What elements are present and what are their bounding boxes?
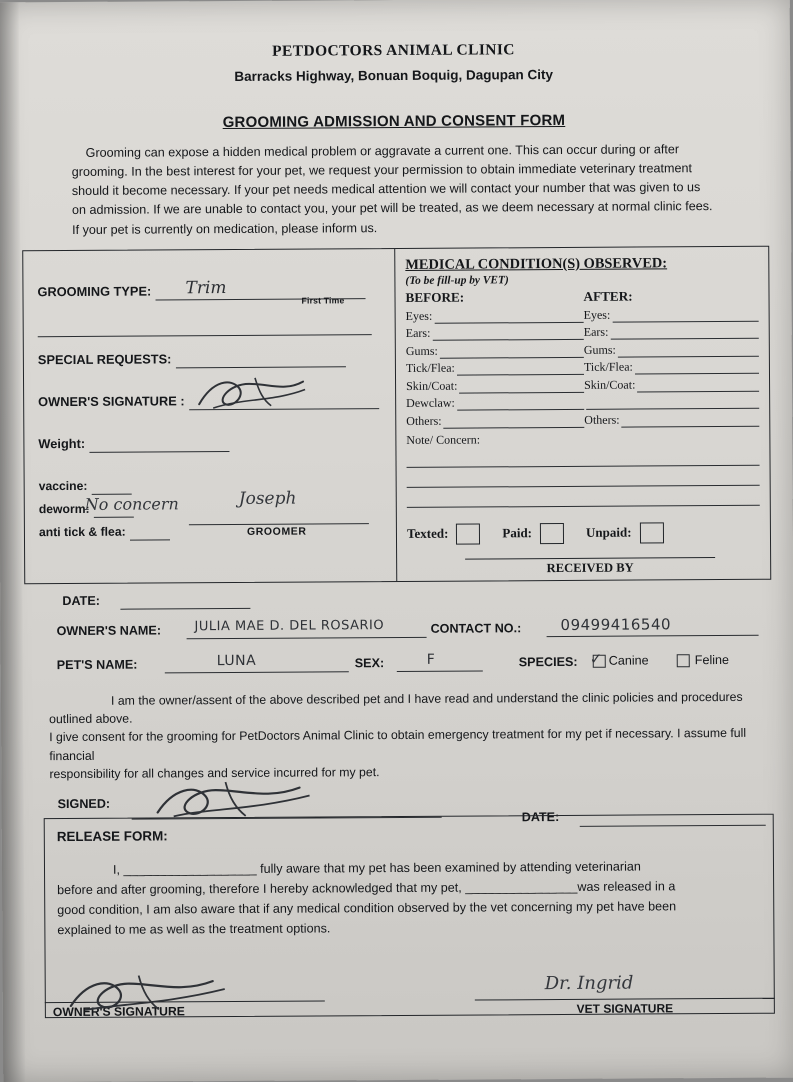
paid-label: Paid: <box>502 525 533 541</box>
weight-input[interactable] <box>90 438 230 453</box>
species-canine-label: Canine <box>608 653 649 668</box>
date-label: DATE: <box>62 593 100 609</box>
after-dewclaw-input[interactable] <box>586 397 759 410</box>
vaccine-row <box>39 475 386 495</box>
grooming-type-row <box>37 278 384 306</box>
clinic-name: PETDOCTORS ANIMAL CLINIC <box>272 41 515 60</box>
note-concern-line-2[interactable] <box>407 469 760 487</box>
note-concern-line-1[interactable] <box>406 449 759 467</box>
date-input[interactable] <box>120 594 250 610</box>
after-tickflea-input[interactable] <box>635 362 759 375</box>
owner-signature-row <box>38 391 385 411</box>
deworm-label: deworm: <box>38 501 90 517</box>
vaccine-input[interactable] <box>92 481 132 495</box>
before-eyes-label: Eyes: <box>405 308 433 323</box>
release-line-4: explained to me as well as the treatment options. <box>57 921 331 938</box>
release-form-body <box>57 856 761 941</box>
before-skincoat-label: Skin/Coat: <box>406 378 458 393</box>
release-form-box <box>44 814 775 1018</box>
after-ears-label: Ears: <box>583 324 609 339</box>
anti-tick-flea-input[interactable] <box>130 526 170 540</box>
texted-checkbox[interactable] <box>456 523 480 544</box>
medical-row <box>406 394 759 411</box>
release-line-1: I, ___________________ fully aware that my pet has been examined by attending veterinarian <box>112 859 641 877</box>
after-header: AFTER: <box>583 288 633 304</box>
vet-signature-value: Dr. Ingrid <box>544 972 634 995</box>
anti-tick-flea-row <box>39 521 386 541</box>
left-note-value: No concern <box>84 494 179 514</box>
medical-row <box>406 341 759 358</box>
consent-line-1: I am the owner/assent of the above described pet and I have read and understand the clinic policies and procedures outlined above. <box>49 689 743 727</box>
medical-row <box>406 306 759 323</box>
note-concern-line-3[interactable] <box>407 489 760 507</box>
owner-signature-label: OWNER'S SIGNATURE : <box>38 393 185 410</box>
consent-line-2: I give consent for the grooming for PetDoctors Animal Clinic to obtain emergency treatment for my pet if necessary. I assume full financial <box>49 726 747 763</box>
before-eyes-input[interactable] <box>434 310 583 323</box>
owner-name-label: OWNER'S NAME: <box>56 623 162 639</box>
weight-row <box>38 433 385 453</box>
after-eyes-input[interactable] <box>612 309 758 322</box>
species-feline-label: Feline <box>694 652 730 668</box>
after-gums-input[interactable] <box>618 344 759 357</box>
weight-label: Weight: <box>38 435 86 452</box>
texted-label: Texted: <box>406 525 449 541</box>
unpaid-label: Unpaid: <box>585 524 632 540</box>
medical-row <box>406 324 759 341</box>
contact-no-value: 09499416540 <box>560 615 672 634</box>
blank-line-row <box>38 317 385 337</box>
note-concern-label: Note/ Concern: <box>406 431 481 447</box>
signature-row <box>45 972 775 1020</box>
after-others-input[interactable] <box>622 414 760 427</box>
intro-line-5: If your pet is currently on medication, please inform us. <box>72 220 378 237</box>
sex-value: F <box>426 651 436 668</box>
payment-status-row <box>407 521 760 544</box>
before-ears-input[interactable] <box>432 328 583 341</box>
before-after-headers <box>405 288 758 306</box>
received-by-label: RECEIVED BY <box>546 560 634 576</box>
release-form-title: RELEASE FORM: <box>56 828 168 845</box>
medical-row <box>406 376 759 393</box>
after-skincoat-input[interactable] <box>637 379 759 392</box>
owner-name-row <box>48 616 764 654</box>
species-feline-checkbox[interactable] <box>677 654 690 667</box>
after-others-label: Others: <box>584 412 620 427</box>
grooming-and-medical-box <box>22 246 771 585</box>
intro-paragraph <box>72 140 720 240</box>
form-content <box>15 0 779 1082</box>
vet-signature-block <box>475 972 775 1017</box>
release-line-3: good condition, I am also aware that if any medical condition observed by the vet concerning my pet have been <box>57 899 677 918</box>
after-gums-label: Gums: <box>583 342 616 357</box>
before-others-label: Others: <box>406 413 442 428</box>
extra-blank-line[interactable] <box>38 321 372 337</box>
medical-conditions-column <box>395 247 770 581</box>
clinic-address: Barracks Highway, Bonuan Boquig, Dagupan City <box>234 67 553 84</box>
intro-line-4: on admission. If we are unable to contact you, your pet will be treated, as we deem necessary at normal clinic fees. <box>71 199 713 218</box>
pet-name-row <box>49 650 765 688</box>
intro-line-3: should it become necessary. If your pet needs medical attention we will contact your number that was given to us <box>71 180 701 199</box>
before-header: BEFORE: <box>405 289 465 305</box>
owner-signature-block <box>45 1000 325 1019</box>
pet-name-input[interactable] <box>165 657 349 673</box>
species-label: SPECIES: <box>518 654 578 670</box>
special-requests-label: SPECIAL REQUESTS: <box>37 351 172 368</box>
grooming-type-label: GROOMING TYPE: <box>37 283 152 300</box>
intro-line-1: Grooming can expose a hidden medical problem or aggravate a current one. This can occur during or after <box>85 142 680 160</box>
owner-pet-details-section <box>48 590 765 831</box>
consent-line-3: responsibility for all changes and service incurred for my pet. <box>49 764 380 781</box>
grooming-details-column <box>23 249 397 583</box>
before-tickflea-input[interactable] <box>457 363 584 376</box>
intro-line-2: grooming. In the best interest for your pet, we request your permission to obtain immediate veterinary treatment <box>71 161 692 180</box>
after-eyes-label: Eyes: <box>583 307 611 322</box>
vaccine-label: vaccine: <box>38 478 88 494</box>
paid-checkbox[interactable] <box>540 522 564 543</box>
before-tickflea-label: Tick/Flea: <box>405 360 455 375</box>
pet-name-value: LUNA <box>216 652 257 670</box>
before-ears-label: Ears: <box>405 325 431 340</box>
before-dewclaw-input[interactable] <box>457 398 584 411</box>
species-canine-checkmark: ✓ <box>589 650 603 668</box>
special-requests-row <box>38 349 385 369</box>
grooming-type-value: Trim <box>185 278 227 299</box>
groomer-name-value: Joseph <box>238 488 297 509</box>
medical-row <box>406 359 759 376</box>
groomer-caption: GROOMER <box>246 525 307 538</box>
unpaid-checkbox[interactable] <box>639 522 663 543</box>
before-gums-label: Gums: <box>405 343 438 358</box>
medical-subtitle: (To be fill-up by VET) <box>405 274 509 287</box>
owner-signature-caption: OWNER'S SIGNATURE <box>52 1004 185 1020</box>
sex-input[interactable] <box>397 656 483 672</box>
received-by-block <box>465 557 715 577</box>
after-skincoat-label: Skin/Coat: <box>584 377 636 392</box>
medical-title: MEDICAL CONDITION(S) OBSERVED: <box>405 255 668 273</box>
before-others-input[interactable] <box>444 415 585 428</box>
special-requests-input[interactable] <box>176 353 346 368</box>
consent-paragraph <box>49 688 766 783</box>
before-gums-input[interactable] <box>440 345 584 358</box>
owner-signature-input[interactable] <box>189 395 379 410</box>
owner-name-value: JULIA MAE D. DEL ROSARIO <box>194 618 385 635</box>
after-ears-input[interactable] <box>610 327 758 340</box>
vet-signature-caption: VET SIGNATURE <box>576 1001 674 1016</box>
before-skincoat-input[interactable] <box>459 380 584 393</box>
signed-date-label: DATE: <box>521 809 560 825</box>
sex-label: SEX: <box>354 656 385 671</box>
form-title: GROOMING ADMISSION AND CONSENT FORM <box>222 111 566 132</box>
anti-tick-flea-label: anti tick & flea: <box>38 524 126 540</box>
contact-no-label: CONTACT NO.: <box>430 621 522 636</box>
first-time-label: First Time <box>301 295 345 306</box>
pet-name-label: PET'S NAME: <box>56 657 138 673</box>
signed-label: SIGNED: <box>57 796 111 812</box>
medical-row <box>406 411 759 428</box>
release-line-2: before and after grooming, therefore I hereby acknowledged that my pet, ________________was released in a <box>57 879 676 898</box>
before-dewclaw-label: Dewclaw: <box>406 395 455 410</box>
after-tickflea-label: Tick/Flea: <box>583 359 633 374</box>
